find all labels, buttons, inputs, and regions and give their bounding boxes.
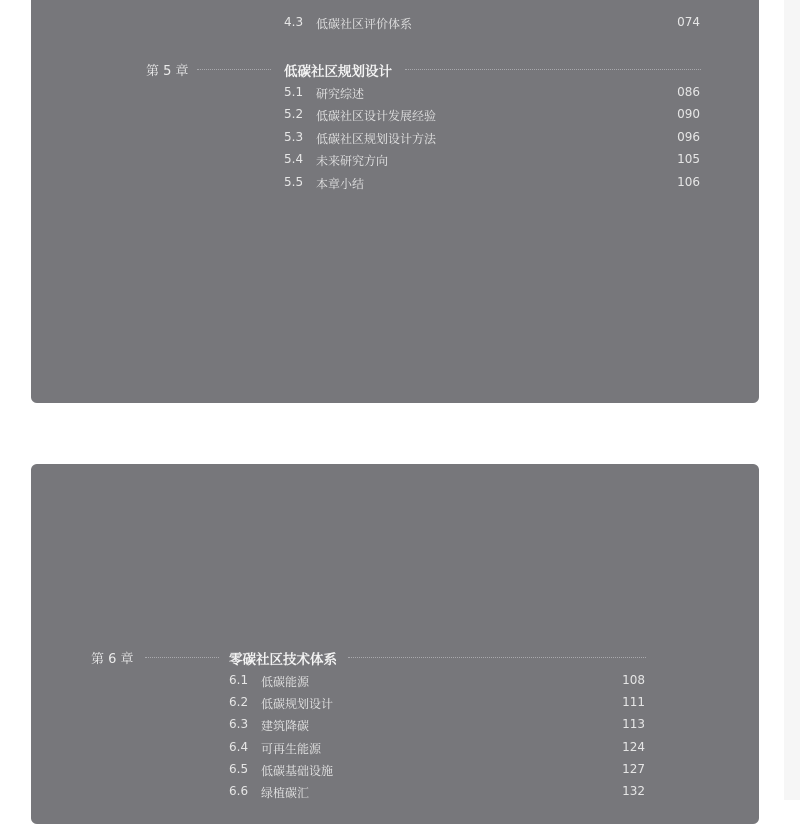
section-number: 6.1 — [229, 673, 249, 687]
leader-dots — [348, 657, 646, 658]
page-edge-strip — [784, 0, 800, 800]
section-title: 绿植碳汇 — [261, 786, 310, 800]
chapter-label: 第 6 章 — [91, 652, 134, 667]
chapter-title: 零碳社区技术体系 — [229, 652, 337, 668]
section-page: 132 — [622, 784, 645, 798]
section-number: 6.3 — [229, 717, 249, 731]
chapter-title: 低碳社区规划设计 — [284, 64, 392, 80]
section-title: 未来研究方向 — [316, 154, 389, 168]
section-title: 低碳社区评价体系 — [316, 17, 413, 31]
section-number: 5.4 — [284, 152, 304, 166]
section-number: 5.1 — [284, 85, 304, 99]
section-page: 106 — [677, 175, 700, 189]
section-number: 5.5 — [284, 175, 304, 189]
section-number: 6.6 — [229, 784, 249, 798]
section-page: 074 — [677, 15, 700, 29]
leader-dots — [145, 657, 219, 658]
section-number: 5.3 — [284, 130, 304, 144]
section-title: 低碳基础设施 — [261, 764, 334, 778]
section-page: 105 — [677, 152, 700, 166]
section-title: 低碳社区设计发展经验 — [316, 109, 437, 123]
section-page: 090 — [677, 107, 700, 121]
section-title: 可再生能源 — [261, 742, 322, 756]
section-number: 6.5 — [229, 762, 249, 776]
toc-panel-bottom — [31, 464, 759, 824]
section-title: 低碳社区规划设计方法 — [316, 132, 437, 146]
section-title: 低碳能源 — [261, 675, 310, 689]
section-title: 研究综述 — [316, 87, 365, 101]
section-page: 086 — [677, 85, 700, 99]
leader-dots — [405, 69, 701, 70]
section-number: 6.2 — [229, 695, 249, 709]
section-page: 108 — [622, 673, 645, 687]
section-page: 127 — [622, 762, 645, 776]
section-page: 096 — [677, 130, 700, 144]
toc-panel-top — [31, 0, 759, 403]
section-title: 建筑降碳 — [261, 719, 310, 733]
section-title: 低碳规划设计 — [261, 697, 334, 711]
section-number: 4.3 — [284, 15, 304, 29]
chapter-label: 第 5 章 — [146, 64, 189, 79]
section-number: 6.4 — [229, 740, 249, 754]
section-page: 111 — [622, 695, 645, 709]
leader-dots — [197, 69, 271, 70]
section-page: 113 — [622, 717, 645, 731]
section-page: 124 — [622, 740, 645, 754]
section-number: 5.2 — [284, 107, 304, 121]
section-title: 本章小结 — [316, 177, 365, 191]
